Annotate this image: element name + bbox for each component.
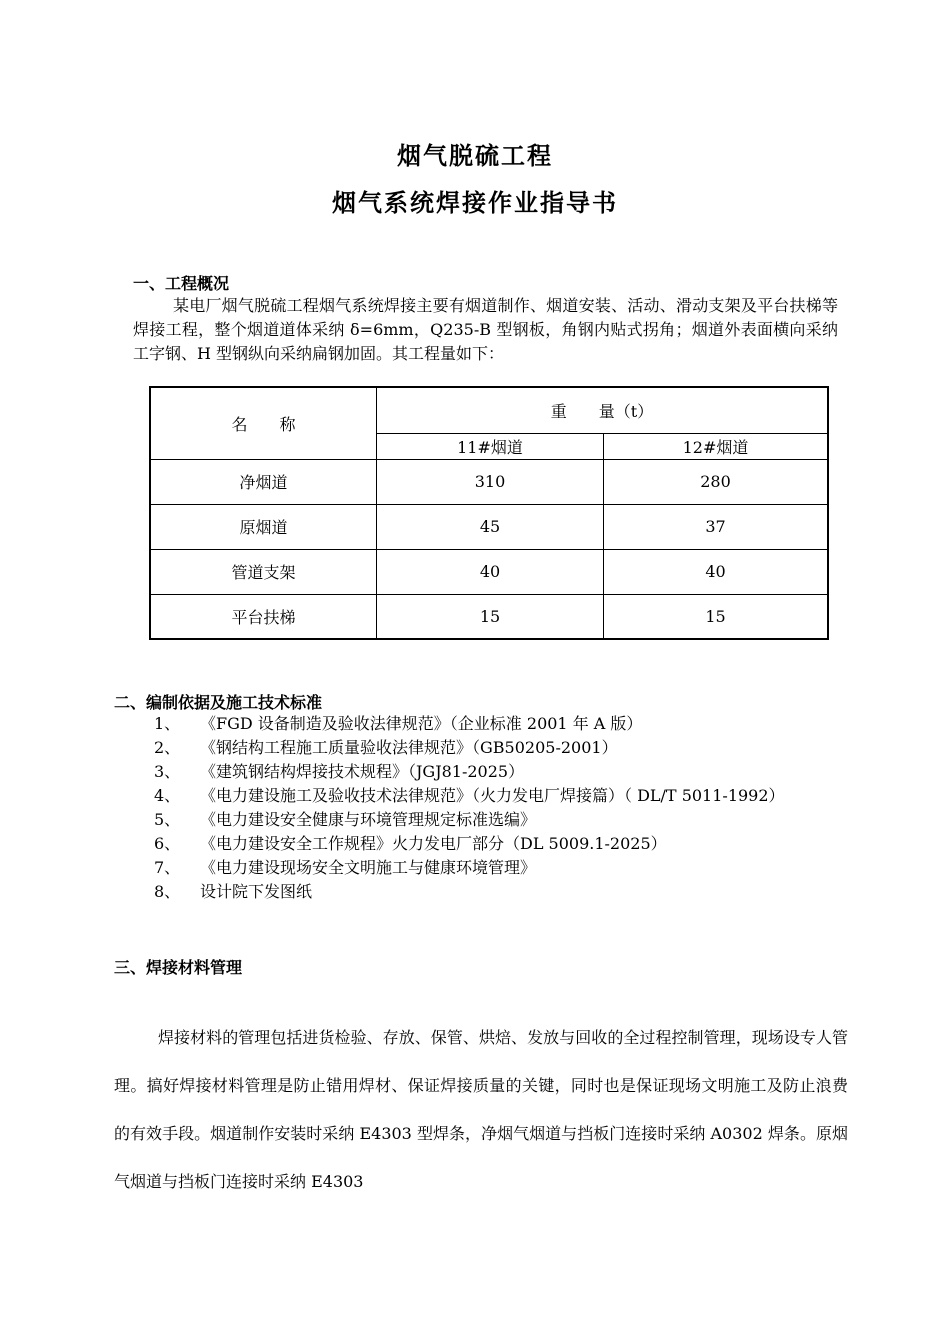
row-value-11: 45: [377, 504, 604, 549]
item-text: 《钢结构工程施工质量验收法律规范》（GB50205-2001）: [200, 738, 618, 757]
section1-heading: 一、工程概况: [133, 274, 230, 293]
table-subheader-12: 12#烟道: [604, 433, 829, 459]
item-text: 《建筑钢结构焊接技术规程》（JGJ81-2025）: [200, 762, 525, 781]
item-number: 5、: [154, 810, 181, 829]
item-number: 7、: [154, 858, 181, 877]
table-header-weight: 重 量（t）: [377, 387, 829, 433]
row-value-12: 280: [604, 459, 829, 504]
list-item: [114, 832, 744, 856]
document-title: 烟气脱硫工程: [397, 142, 553, 170]
section3-paragraph: 焊接材料的管理包括进货检验、存放、保管、烘焙、发放与回收的全过程控制管理，现场设专人管理。搞好焊接材料管理是防止错用焊材、保证焊接质量的关键，同时也是保证现场文明施工及防止浪费的有效手段。烟道制作安装时采纳 E4303 型焊条，净烟气烟道与挡板门连接时采纳 A0302 焊条。原烟气烟道与挡板门连接时采纳 E4303: [114, 1028, 848, 1191]
document-subtitle: 烟气系统焊接作业指导书: [332, 189, 618, 217]
item-text: 《电力建设安全健康与环境管理规定标准选编》: [200, 810, 537, 829]
row-name: 管道支架: [150, 549, 377, 594]
table-row: [150, 594, 828, 639]
list-item: [114, 808, 844, 832]
item-text: 《FGD 设备制造及验收法律规范》（企业标准 2001 年 A 版）: [200, 714, 643, 733]
list-item: [114, 856, 844, 880]
item-number: 8、: [154, 882, 181, 901]
section1-paragraph: 某电厂烟气脱硫工程烟气系统焊接主要有烟道制作、烟道安装、活动、滑动支架及平台扶梯等焊接工程，整个烟道道体采纳 δ=6mm，Q235-B 型钢板，角钢内贴式拐角；烟道外表面横向采纳工字钢、H 型钢纵向采纳扁钢加固。其工程量如下：: [133, 296, 838, 363]
row-value-11: 40: [377, 549, 604, 594]
list-item: [114, 784, 844, 808]
list-item: [114, 760, 844, 784]
row-value-11: 310: [377, 459, 604, 504]
row-name: 平台扶梯: [150, 594, 377, 639]
section3-heading: 三、焊接材料管理: [114, 958, 243, 977]
list-item: [114, 880, 844, 904]
item-number: 1、: [154, 714, 181, 733]
item-text: 设计院下发图纸: [200, 882, 313, 901]
item-number: 3、: [154, 762, 181, 781]
row-value-12: 40: [604, 549, 829, 594]
table-row: [150, 459, 828, 504]
table-row: [150, 504, 828, 549]
list-item: [114, 712, 844, 736]
row-value-11: 15: [377, 594, 604, 639]
item-number: 6、: [154, 834, 181, 853]
item-text: 《电力建设现场安全文明施工与健康环境管理》: [200, 858, 537, 877]
item-number: 2、: [154, 738, 181, 757]
table-header-name: 名 称: [150, 387, 377, 459]
row-value-12: 37: [604, 504, 829, 549]
table-row: [150, 549, 828, 594]
row-name: 原烟道: [150, 504, 377, 549]
item-number: 4、: [154, 786, 181, 805]
quantity-table: [149, 386, 829, 640]
section2-heading: 二、编制依据及施工技术标准: [114, 693, 323, 712]
item-text: 《电力建设施工及验收技术法律规范》（火力发电厂焊接篇）（ DL/T 5011-1992）: [200, 786, 785, 805]
item-text: 《电力建设安全工作规程》火力发电厂部分（DL 5009.1-2025）: [200, 834, 667, 853]
table-subheader-11: 11#烟道: [377, 433, 604, 459]
row-value-12: 15: [604, 594, 829, 639]
list-item: [114, 736, 844, 760]
row-name: 净烟道: [150, 459, 377, 504]
reference-list: [114, 712, 844, 904]
